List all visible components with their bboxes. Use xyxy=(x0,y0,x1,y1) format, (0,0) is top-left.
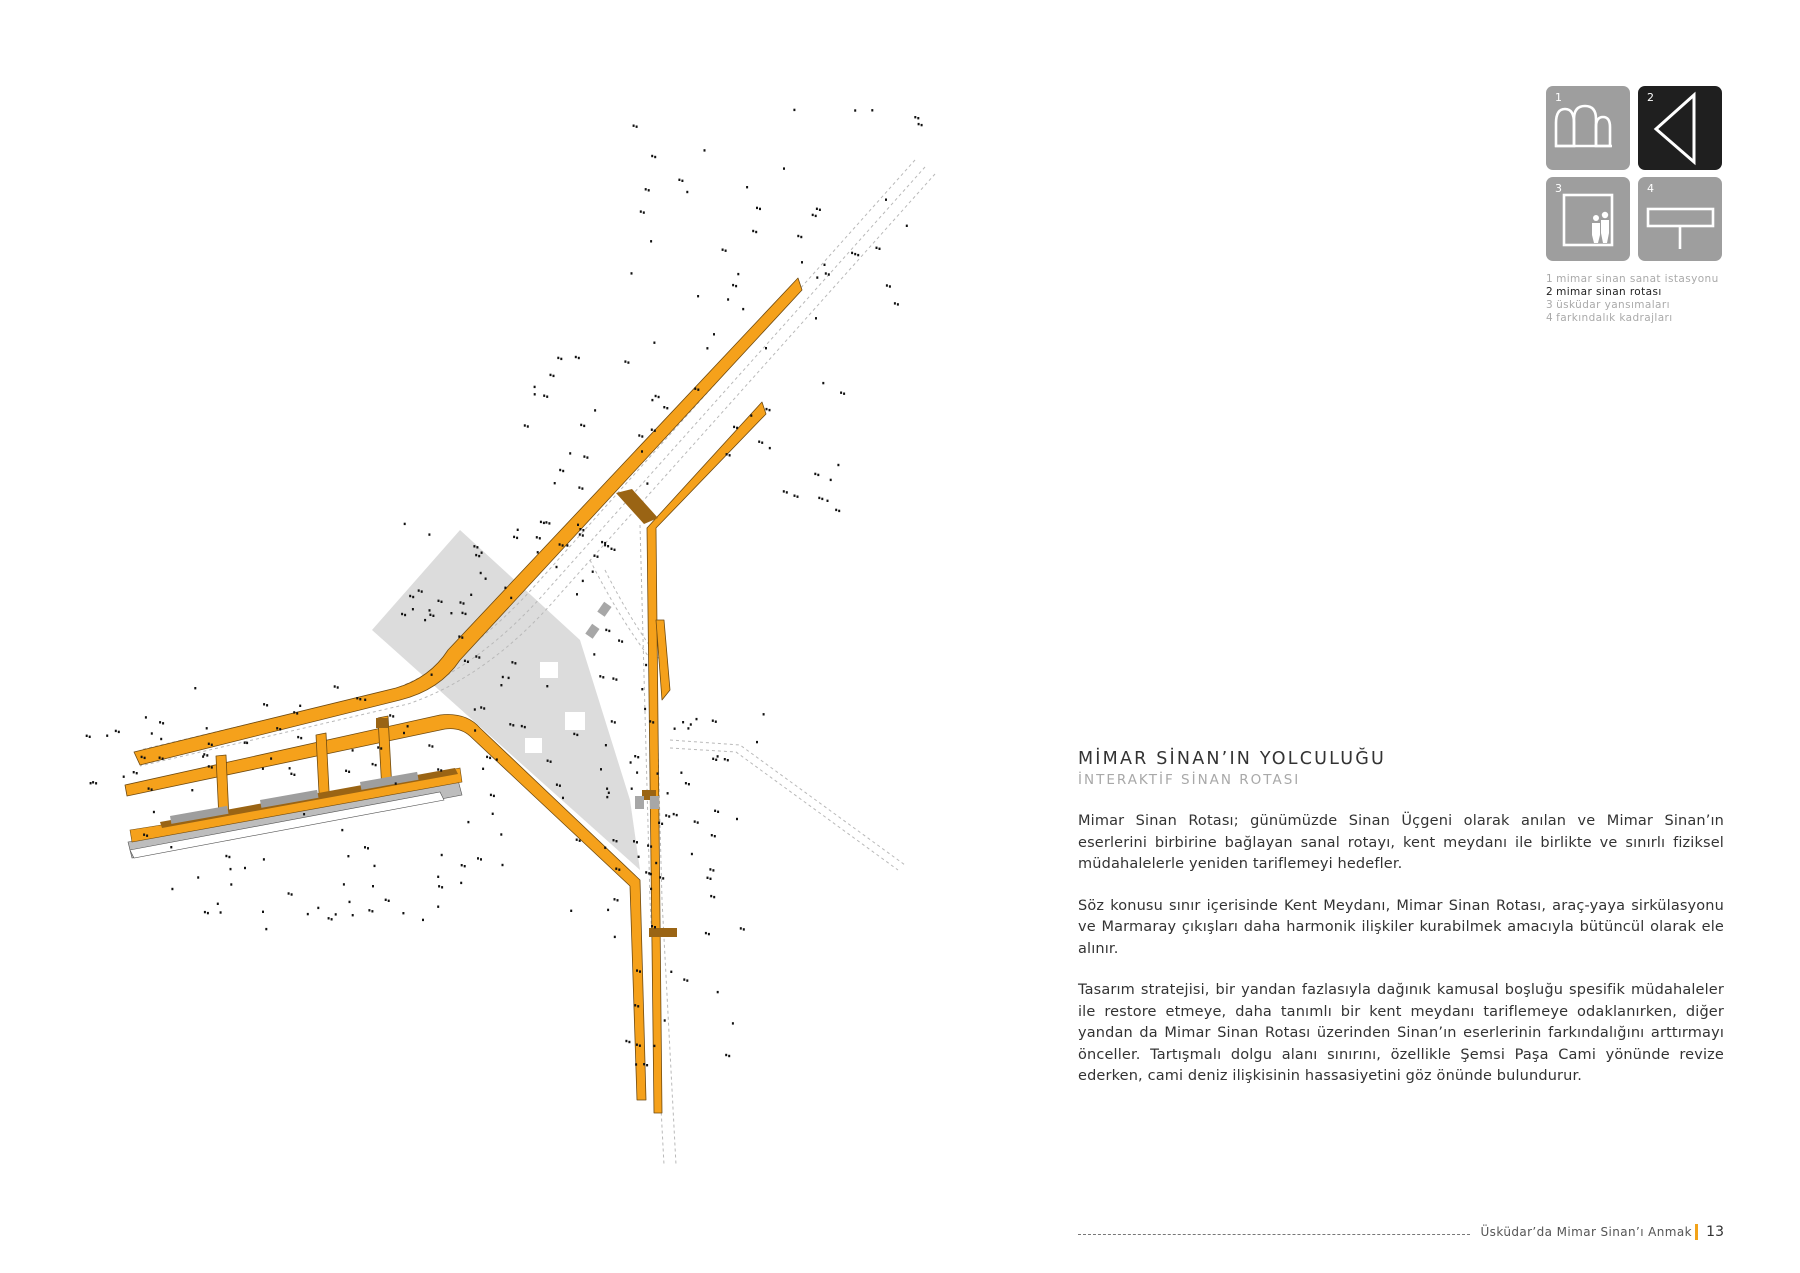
footer-label: Üsküdar’da Mimar Sinan’ı Anmak xyxy=(1480,1225,1692,1239)
legend-item-active: 2 mimar sinan rotası xyxy=(1546,286,1662,298)
page-number: 13 xyxy=(1706,1224,1724,1240)
footer-separator xyxy=(1695,1224,1698,1240)
frame-figures-icon xyxy=(1546,177,1630,261)
icon-legend xyxy=(1546,273,1746,325)
tile-3[interactable] xyxy=(1546,177,1630,261)
triangle-icon xyxy=(1638,86,1722,170)
legend-item: 3 üsküdar yansımaları xyxy=(1546,299,1670,311)
paragraph: Tasarım stratejisi, bir yandan fazlasıyla dağınık kamusal boşluğu spesifik müdahaleler ile restore etmeye, daha tanımlı bir kent meydanı tariflemeye odaklanırken, diğer yandan da Mimar Sinan Rotası üzerinden Sinan’ın eserlerinin farkındalığını arttırmayı önceller. Tartışmalı dolgu alanı sınırını, özellikle Şemsi Paşa Cami yönünde revize ederken, cami deniz ilişkisinin hassasiyetini göz önünde bulundurur. xyxy=(1078,982,1724,1084)
tile-number: 4 xyxy=(1647,182,1654,195)
signboard-icon xyxy=(1638,177,1722,261)
page-title: MİMAR SİNAN’IN YOLCULUĞU xyxy=(1078,749,1386,769)
legend-item: 1 mimar sinan sanat istasyonu xyxy=(1546,273,1719,285)
legend-item: 4 farkındalık kadrajları xyxy=(1546,312,1673,324)
article xyxy=(1078,748,1724,1108)
footer-divider xyxy=(1078,1234,1470,1235)
paragraph: Söz konusu sınır içerisinde Kent Meydanı, Mimar Sinan Rotası, araç-yaya sirkülasyonu ve Marmaray çıkışları daha harmonik ilişkiler kurabilmek amacıyla bütüncül olarak ele alınır. xyxy=(1078,897,1724,957)
paragraph: Mimar Sinan Rotası; günümüzde Sinan Üçgeni olarak anılan ve Mimar Sinan’ın eserlerini birbirine bağlayan sanal rotayı, kent meydanı ile birlikte ve sınırlı fiziksel müdahalelerle yeniden tariflemeyi hedefler. xyxy=(1078,813,1724,872)
plaza-area xyxy=(372,530,640,870)
tile-number: 2 xyxy=(1647,91,1654,104)
domes-icon xyxy=(1546,86,1630,170)
tile-1[interactable] xyxy=(1546,86,1630,170)
tile-number: 3 xyxy=(1555,182,1562,195)
tile-2[interactable] xyxy=(1638,86,1722,170)
page-subtitle: İNTERAKTİF SİNAN ROTASI xyxy=(1078,772,1301,788)
tile-4[interactable] xyxy=(1638,177,1722,261)
footer xyxy=(1078,1223,1724,1243)
tile-number: 1 xyxy=(1555,91,1562,104)
article-body xyxy=(1078,811,1724,1088)
icon-grid xyxy=(1546,86,1726,261)
